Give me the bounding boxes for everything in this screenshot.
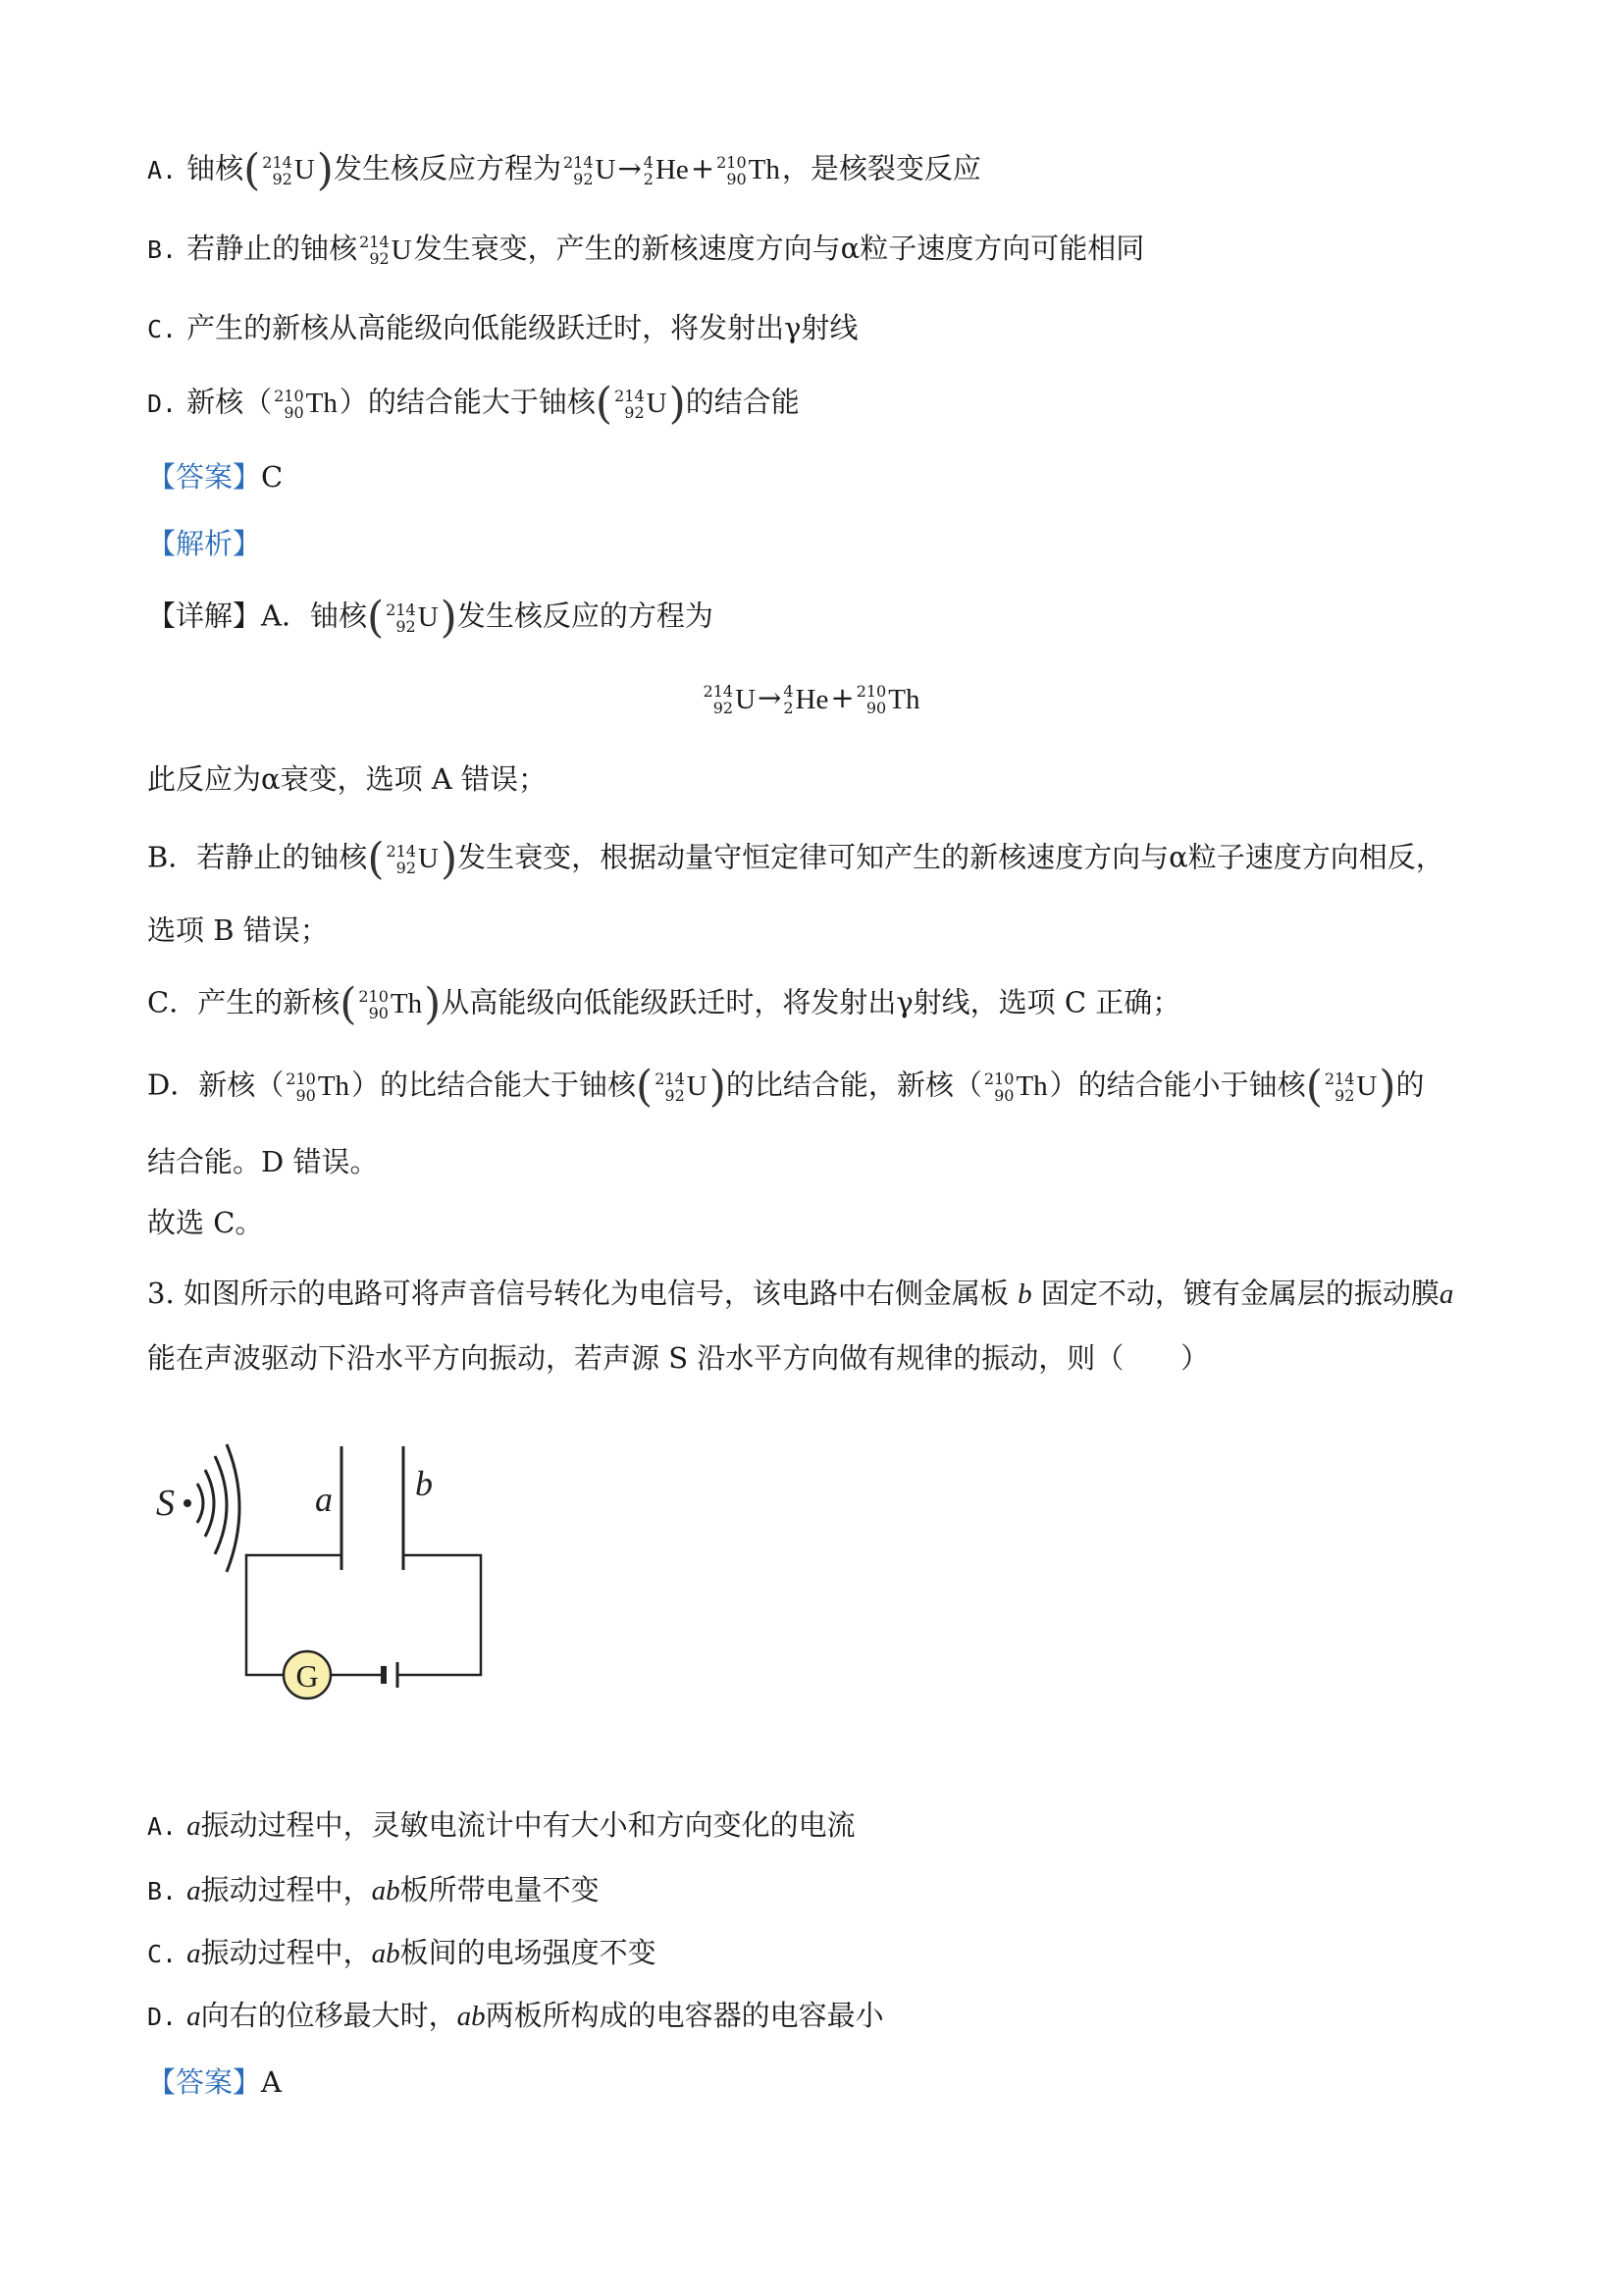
q2-detail-b: B．若静止的铀核( 214 92 U )发生衰变，根据动量守恒定律可知产生的新核速度方向与α粒子速度方向相反， xyxy=(147,834,1444,884)
q2-answer: 【答案】C xyxy=(147,460,284,494)
q2-detail-c: C．产生的新核( 210 90 Th )从高能级向低能级跃迁时，将发射出γ射线，选项 C 正确； xyxy=(147,979,1181,1029)
q3-answer: 【答案】A xyxy=(147,2065,282,2099)
q3-option-b: B. a振动过程中，ab板所带电量不变 xyxy=(147,1873,600,1906)
q2-option-c: C. 产生的新核从高能级向低能级跃迁时，将发射出γ射线 xyxy=(147,311,859,344)
sound-wave-4 xyxy=(227,1444,239,1572)
nuclide-he: 4 2 He xyxy=(643,152,689,188)
nuclide-u: 214 92 U xyxy=(262,152,315,188)
nuclide-u: 214 92 U xyxy=(562,152,616,188)
q3-option-c: C. a振动过程中，ab板间的电场强度不变 xyxy=(147,1936,656,1969)
sound-wave-2 xyxy=(205,1470,214,1537)
source-label: S xyxy=(156,1483,175,1524)
q2-detail-a-conclusion: 此反应为α衰变，选项 A 错误； xyxy=(147,762,547,796)
q2-detail-d: D．新核（ 210 90 Th ）的比结合能大于铀核( 214 92 U )的比结合能，新核（ 210 90 Th ）的结合能小于铀核( 214 92 U )的 xyxy=(147,1062,1425,1112)
wire-right xyxy=(397,1555,481,1675)
q2-detail-b-cont: 选项 B 错误； xyxy=(147,913,329,947)
nuclide-th: 210 90 Th xyxy=(716,152,780,188)
sound-wave-3 xyxy=(215,1456,227,1554)
q2-detail-d-cont: 结合能。D 错误。 xyxy=(147,1145,379,1178)
q3-option-d: D. a向右的位移最大时，ab两板所构成的电容器的电容最小 xyxy=(147,1999,884,2032)
q3-stem-line1: 3. 如图所示的电路可将声音信号转化为电信号，该电路中右侧金属板 b 固定不动，镀有金属层的振动膜a xyxy=(147,1277,1454,1310)
galvanometer-label: G xyxy=(295,1658,319,1694)
arrow: → xyxy=(617,151,642,185)
q3-option-a: A. a振动过程中，灵敏电流计中有大小和方向变化的电流 xyxy=(147,1808,856,1842)
nuclide-th: 210 90 Th xyxy=(274,386,338,422)
source-dot xyxy=(183,1499,191,1507)
nuclide-u: 214 92 U xyxy=(359,233,412,268)
q2-option-a: A. 铀核( 214 92 U )发生核反应方程为 214 92 U → 4 2 He + 210 90 Th ，是核裂变反应 xyxy=(147,145,981,195)
q2-conclusion: 故选 C。 xyxy=(147,1206,264,1239)
plate-b-label: b xyxy=(415,1464,433,1503)
plate-a-label: a xyxy=(315,1480,333,1519)
q3-stem-line2: 能在声波驱动下沿水平方向振动，若声源 S 沿水平方向做有规律的振动，则（ ） xyxy=(147,1341,1210,1375)
circuit-diagram xyxy=(152,1405,505,1719)
q2-option-b: B. 若静止的铀核 214 92 U 发生衰变，产生的新核速度方向与α粒子速度方向可能相同 xyxy=(147,232,1145,268)
q2-analysis-tag: 【解析】 xyxy=(147,527,262,560)
nuclide-u: 214 92 U xyxy=(614,386,667,422)
sound-wave-1 xyxy=(197,1484,203,1523)
q2-option-d: D. 新核（ 210 90 Th ）的结合能大于铀核( 214 92 U )的结合能 xyxy=(147,379,800,429)
decay-equation: 214 92 U → 4 2 He + 210 90 Th xyxy=(703,681,920,717)
q2-detail-a: 【详解】A．铀核( 214 92 U )发生核反应的方程为 xyxy=(147,593,713,643)
nuclide-u: 214 92 U xyxy=(386,600,439,636)
